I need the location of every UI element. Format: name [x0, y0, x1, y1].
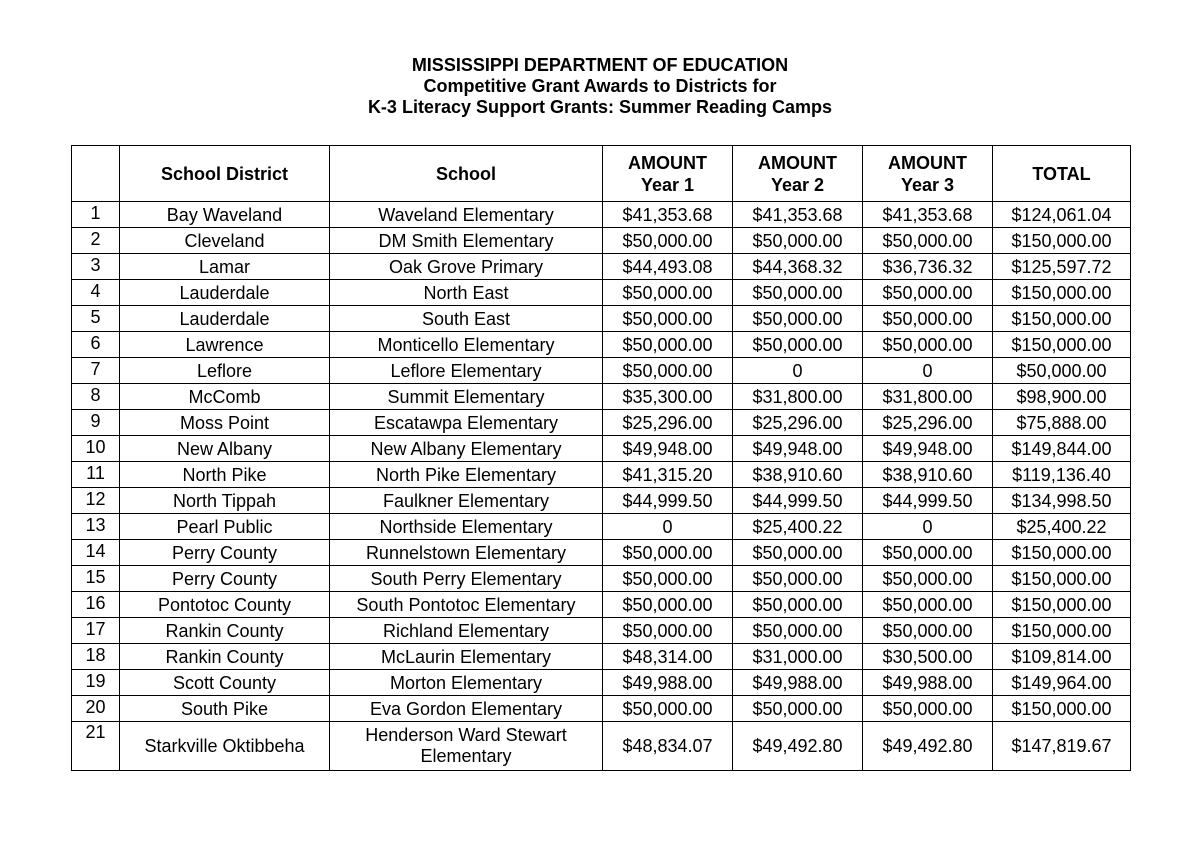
school-cell: Eva Gordon Elementary: [330, 696, 603, 722]
school-cell: DM Smith Elementary: [330, 228, 603, 254]
title-line-2: Competitive Grant Awards to Districts for: [423, 76, 777, 96]
amount-year-1-cell: $50,000.00: [603, 358, 733, 384]
total-cell: $134,998.50: [993, 488, 1131, 514]
amount-year-3-cell: $50,000.00: [863, 566, 993, 592]
amount-year-2-cell: $44,999.50: [733, 488, 863, 514]
table-row: [72, 228, 1131, 254]
school-cell: Faulkner Elementary: [330, 488, 603, 514]
amount-year-2-cell: $50,000.00: [733, 696, 863, 722]
school-district-cell: South Pike: [120, 696, 330, 722]
table-row: [72, 280, 1131, 306]
school-district-cell: Rankin County: [120, 644, 330, 670]
table-header-row: [72, 146, 1131, 202]
amount-year-2-cell: $50,000.00: [733, 332, 863, 358]
table-row: [72, 254, 1131, 280]
amount-year-1-cell: $41,353.68: [603, 202, 733, 228]
school-cell: Escatawpa Elementary: [330, 410, 603, 436]
school-cell: Leflore Elementary: [330, 358, 603, 384]
school-district-cell: Moss Point: [120, 410, 330, 436]
table-row: [72, 410, 1131, 436]
amount-year-3-cell: $50,000.00: [863, 592, 993, 618]
amount-year-3-cell: $50,000.00: [863, 618, 993, 644]
amount-year-3-cell: $44,999.50: [863, 488, 993, 514]
amount-year-1-cell: $50,000.00: [603, 228, 733, 254]
total-cell: $150,000.00: [993, 696, 1131, 722]
school-cell: South Perry Elementary: [330, 566, 603, 592]
amount-year-3-cell: $49,492.80: [863, 722, 993, 771]
table-row: [72, 384, 1131, 410]
table-row: [72, 514, 1131, 540]
school-district-cell: Bay Waveland: [120, 202, 330, 228]
table-row: [72, 436, 1131, 462]
table-row: [72, 696, 1131, 722]
amount-year-2-cell: $49,988.00: [733, 670, 863, 696]
total-cell: $109,814.00: [993, 644, 1131, 670]
header-amount-label: AMOUNT: [628, 152, 707, 173]
school-district-cell: Perry County: [120, 566, 330, 592]
school-cell: Henderson Ward Stewart Elementary: [330, 722, 603, 771]
amount-year-3-cell: $41,353.68: [863, 202, 993, 228]
total-cell: $149,844.00: [993, 436, 1131, 462]
total-cell: $150,000.00: [993, 566, 1131, 592]
header-amount-year-2: [733, 146, 863, 202]
school-district-cell: McComb: [120, 384, 330, 410]
table-body: [72, 202, 1131, 771]
table-row: [72, 592, 1131, 618]
header-year-label: Year 3: [900, 174, 955, 195]
row-number-cell: 9: [72, 410, 120, 436]
school-district-cell: North Pike: [120, 462, 330, 488]
amount-year-2-cell: $50,000.00: [733, 540, 863, 566]
row-number-cell: 20: [72, 696, 120, 722]
row-number-cell: 2: [72, 228, 120, 254]
row-number-cell: 18: [72, 644, 120, 670]
amount-year-3-cell: $50,000.00: [863, 280, 993, 306]
school-cell: Richland Elementary: [330, 618, 603, 644]
amount-year-1-cell: $48,314.00: [603, 644, 733, 670]
amount-year-2-cell: $49,492.80: [733, 722, 863, 771]
total-cell: $150,000.00: [993, 306, 1131, 332]
school-district-cell: Lamar: [120, 254, 330, 280]
school-cell: South East: [330, 306, 603, 332]
amount-year-2-cell: $50,000.00: [733, 618, 863, 644]
amount-year-1-cell: $49,948.00: [603, 436, 733, 462]
total-cell: $124,061.04: [993, 202, 1131, 228]
table-row: [72, 722, 1131, 771]
table-row: [72, 644, 1131, 670]
amount-year-3-cell: $25,296.00: [863, 410, 993, 436]
amount-year-2-cell: $38,910.60: [733, 462, 863, 488]
amount-year-2-cell: $50,000.00: [733, 566, 863, 592]
row-number-cell: 8: [72, 384, 120, 410]
amount-year-1-cell: $50,000.00: [603, 306, 733, 332]
amount-year-3-cell: $31,800.00: [863, 384, 993, 410]
document-title: [0, 55, 1200, 118]
amount-year-2-cell: $41,353.68: [733, 202, 863, 228]
amount-year-1-cell: $50,000.00: [603, 540, 733, 566]
amount-year-1-cell: $50,000.00: [603, 592, 733, 618]
table-row: [72, 462, 1131, 488]
school-district-cell: Perry County: [120, 540, 330, 566]
amount-year-2-cell: 0: [733, 358, 863, 384]
total-cell: $50,000.00: [993, 358, 1131, 384]
amount-year-3-cell: $49,988.00: [863, 670, 993, 696]
amount-year-3-cell: $50,000.00: [863, 306, 993, 332]
table-row: [72, 202, 1131, 228]
amount-year-2-cell: $44,368.32: [733, 254, 863, 280]
total-cell: $149,964.00: [993, 670, 1131, 696]
amount-year-2-cell: $25,296.00: [733, 410, 863, 436]
header-amount-label: AMOUNT: [888, 152, 967, 173]
amount-year-1-cell: $50,000.00: [603, 280, 733, 306]
school-cell: North East: [330, 280, 603, 306]
school-district-cell: Lawrence: [120, 332, 330, 358]
table-row: [72, 332, 1131, 358]
total-cell: $150,000.00: [993, 332, 1131, 358]
amount-year-3-cell: $38,910.60: [863, 462, 993, 488]
row-number-cell: 12: [72, 488, 120, 514]
amount-year-3-cell: 0: [863, 514, 993, 540]
total-cell: $147,819.67: [993, 722, 1131, 771]
row-number-cell: 19: [72, 670, 120, 696]
amount-year-3-cell: $36,736.32: [863, 254, 993, 280]
amount-year-1-cell: $44,999.50: [603, 488, 733, 514]
header-row-number: [72, 146, 120, 202]
amount-year-2-cell: $25,400.22: [733, 514, 863, 540]
total-cell: $150,000.00: [993, 280, 1131, 306]
row-number-cell: 14: [72, 540, 120, 566]
row-number-cell: 21: [72, 722, 120, 771]
amount-year-2-cell: $50,000.00: [733, 592, 863, 618]
school-cell: Waveland Elementary: [330, 202, 603, 228]
row-number-cell: 15: [72, 566, 120, 592]
amount-year-1-cell: $44,493.08: [603, 254, 733, 280]
row-number-cell: 7: [72, 358, 120, 384]
table-row: [72, 566, 1131, 592]
school-district-cell: Scott County: [120, 670, 330, 696]
school-district-cell: Rankin County: [120, 618, 330, 644]
header-total: TOTAL: [993, 146, 1131, 202]
school-cell: Monticello Elementary: [330, 332, 603, 358]
school-district-cell: Cleveland: [120, 228, 330, 254]
table-row: [72, 306, 1131, 332]
school-cell: New Albany Elementary: [330, 436, 603, 462]
amount-year-3-cell: $50,000.00: [863, 332, 993, 358]
school-district-cell: Pearl Public: [120, 514, 330, 540]
total-cell: $125,597.72: [993, 254, 1131, 280]
amount-year-1-cell: $25,296.00: [603, 410, 733, 436]
amount-year-2-cell: $50,000.00: [733, 306, 863, 332]
header-amount-year-1: [603, 146, 733, 202]
amount-year-1-cell: $35,300.00: [603, 384, 733, 410]
table-row: [72, 618, 1131, 644]
amount-year-1-cell: 0: [603, 514, 733, 540]
amount-year-3-cell: $50,000.00: [863, 696, 993, 722]
table-row: [72, 540, 1131, 566]
row-number-cell: 6: [72, 332, 120, 358]
school-district-cell: Lauderdale: [120, 306, 330, 332]
amount-year-1-cell: $50,000.00: [603, 566, 733, 592]
total-cell: $150,000.00: [993, 228, 1131, 254]
school-cell: Northside Elementary: [330, 514, 603, 540]
amount-year-1-cell: $48,834.07: [603, 722, 733, 771]
row-number-cell: 1: [72, 202, 120, 228]
amount-year-2-cell: $49,948.00: [733, 436, 863, 462]
school-district-cell: Pontotoc County: [120, 592, 330, 618]
title-line-1: MISSISSIPPI DEPARTMENT OF EDUCATION: [411, 55, 789, 75]
amount-year-2-cell: $50,000.00: [733, 280, 863, 306]
amount-year-3-cell: 0: [863, 358, 993, 384]
amount-year-2-cell: $31,000.00: [733, 644, 863, 670]
row-number-cell: 3: [72, 254, 120, 280]
header-school-district: School District: [120, 146, 330, 202]
school-district-cell: Starkville Oktibbeha: [120, 722, 330, 771]
header-year-label: Year 2: [770, 174, 825, 195]
school-cell: North Pike Elementary: [330, 462, 603, 488]
amount-year-1-cell: $50,000.00: [603, 696, 733, 722]
total-cell: $150,000.00: [993, 592, 1131, 618]
school-district-cell: Lauderdale: [120, 280, 330, 306]
header-year-label: Year 1: [640, 174, 695, 195]
amount-year-3-cell: $50,000.00: [863, 540, 993, 566]
school-cell: Runnelstown Elementary: [330, 540, 603, 566]
amount-year-3-cell: $30,500.00: [863, 644, 993, 670]
row-number-cell: 16: [72, 592, 120, 618]
row-number-cell: 5: [72, 306, 120, 332]
school-district-cell: Leflore: [120, 358, 330, 384]
row-number-cell: 13: [72, 514, 120, 540]
row-number-cell: 11: [72, 462, 120, 488]
row-number-cell: 10: [72, 436, 120, 462]
table-row: [72, 670, 1131, 696]
total-cell: $75,888.00: [993, 410, 1131, 436]
grant-awards-table: [71, 145, 1131, 771]
school-district-cell: North Tippah: [120, 488, 330, 514]
school-cell: McLaurin Elementary: [330, 644, 603, 670]
amount-year-2-cell: $50,000.00: [733, 228, 863, 254]
header-amount-label: AMOUNT: [758, 152, 837, 173]
table-row: [72, 488, 1131, 514]
total-cell: $150,000.00: [993, 540, 1131, 566]
amount-year-3-cell: $50,000.00: [863, 228, 993, 254]
amount-year-3-cell: $49,948.00: [863, 436, 993, 462]
amount-year-1-cell: $49,988.00: [603, 670, 733, 696]
table-row: [72, 358, 1131, 384]
amount-year-1-cell: $41,315.20: [603, 462, 733, 488]
school-cell: South Pontotoc Elementary: [330, 592, 603, 618]
school-cell: Morton Elementary: [330, 670, 603, 696]
school-district-cell: New Albany: [120, 436, 330, 462]
total-cell: $25,400.22: [993, 514, 1131, 540]
row-number-cell: 4: [72, 280, 120, 306]
school-cell: Oak Grove Primary: [330, 254, 603, 280]
title-line-3: K-3 Literacy Support Grants: Summer Reading Camps: [367, 97, 833, 117]
amount-year-1-cell: $50,000.00: [603, 618, 733, 644]
total-cell: $119,136.40: [993, 462, 1131, 488]
amount-year-1-cell: $50,000.00: [603, 332, 733, 358]
total-cell: $98,900.00: [993, 384, 1131, 410]
row-number-cell: 17: [72, 618, 120, 644]
header-school: School: [330, 146, 603, 202]
amount-year-2-cell: $31,800.00: [733, 384, 863, 410]
total-cell: $150,000.00: [993, 618, 1131, 644]
school-cell: Summit Elementary: [330, 384, 603, 410]
header-amount-year-3: [863, 146, 993, 202]
